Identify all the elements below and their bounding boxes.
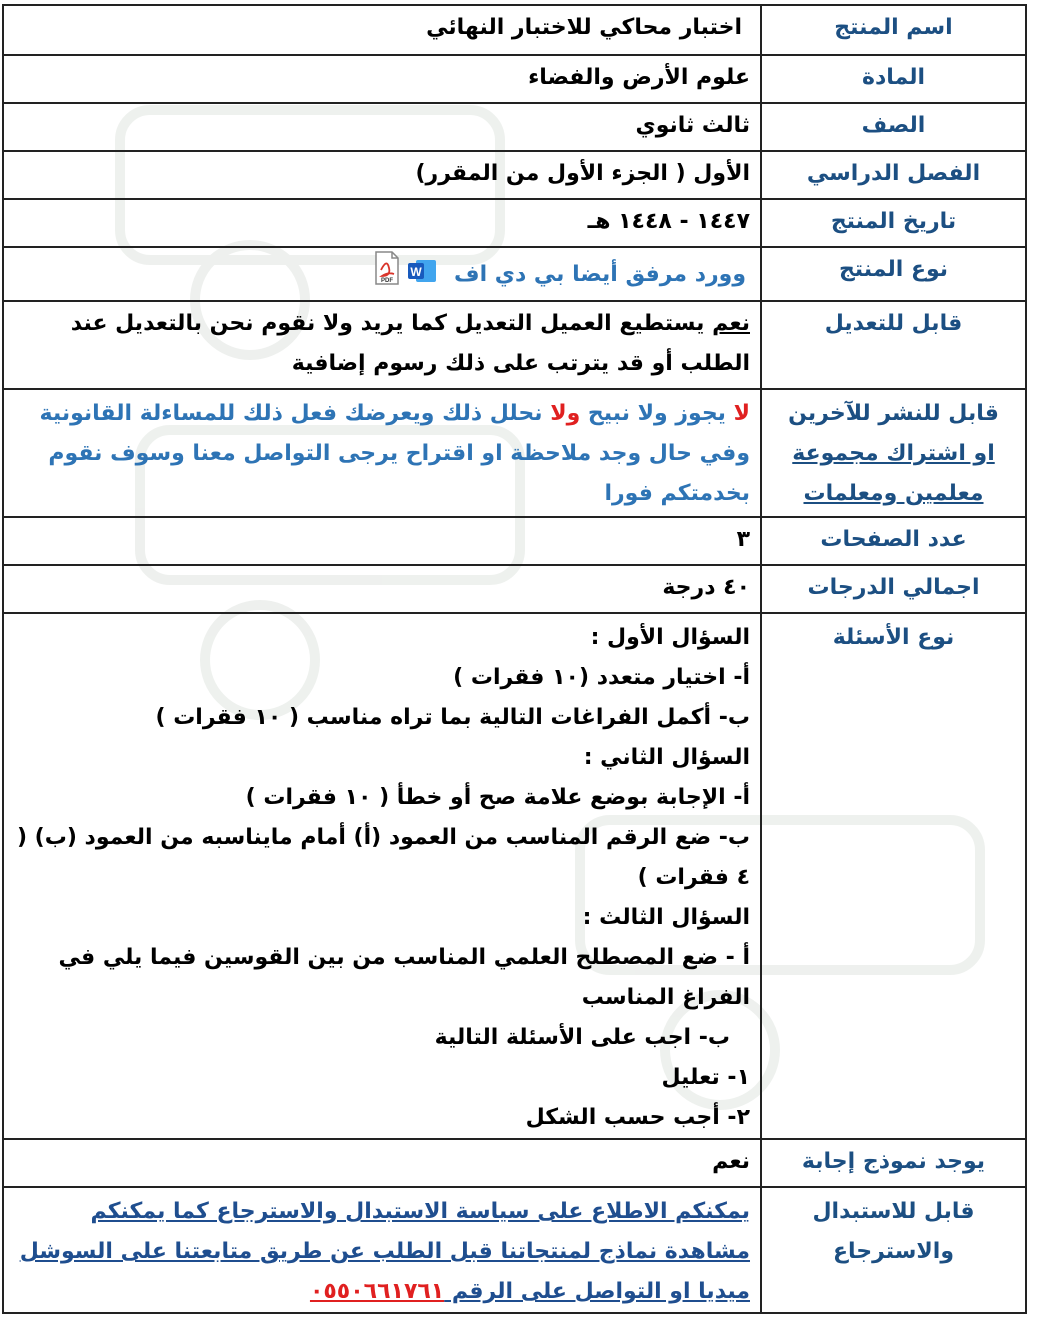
exchange-label-line2: والاسترجاع <box>832 1239 955 1264</box>
total-value: ٤٠ درجة <box>3 565 761 613</box>
question-line: السؤال الأول : <box>590 625 750 650</box>
word-icon <box>408 260 436 282</box>
row-publish <box>3 389 1026 517</box>
editable-value <box>3 301 761 389</box>
svg-text:PDF: PDF <box>381 278 394 284</box>
grade-value: ثالث ثانوي <box>3 103 761 151</box>
row-pages <box>3 517 1026 565</box>
question-line: أ- الإجابة بوضع علامة صح أو خطأ ( ١٠ فقرات ) <box>245 785 750 810</box>
svg-text:W: W <box>410 265 423 279</box>
row-total <box>3 565 1026 613</box>
pdf-icon <box>376 252 398 284</box>
publish-label <box>761 389 1026 517</box>
publish-blue-1: يجوز ولا نبيح <box>580 401 734 426</box>
row-subject <box>3 55 1026 103</box>
question-line: أ - ضع المصطلح العلمي المناسب من بين القوسين فيما يلي في الفراغ المناسب <box>58 945 750 1010</box>
question-line: ٢- أجب حسب الشكل <box>525 1105 750 1130</box>
question-line: السؤال الثالث : <box>582 905 750 930</box>
row-answer-model <box>3 1139 1026 1187</box>
row-semester <box>3 151 1026 199</box>
answer-model-value: نعم <box>3 1139 761 1187</box>
product-name-value: اختبار محاكي للاختبار النهائي <box>3 5 761 55</box>
file-type-icons <box>368 250 438 286</box>
exchange-value <box>3 1187 761 1313</box>
row-grade <box>3 103 1026 151</box>
editable-text: يستطيع العميل التعديل كما يريد ولا نقوم نحن بالتعديل عند الطلب أو قد يترتب على ذلك رسوم إضافية <box>70 311 750 376</box>
phone-number[interactable]: ٠٥٥٠٦٦١٧٦١ <box>309 1279 445 1304</box>
type-value: وورد مرفق أيضا بي دي اف <box>454 262 746 287</box>
pages-label: عدد الصفحات <box>761 517 1026 565</box>
question-line: أ- اختيار متعدد (١٠ فقرات ) <box>453 665 750 690</box>
type-value-cell <box>3 247 761 301</box>
row-type <box>3 247 1026 301</box>
product-name-label: اسم المنتج <box>761 5 1026 55</box>
publish-label-line2: او اشتراك مجموعة <box>792 441 995 466</box>
type-label: نوع المنتج <box>761 247 1026 301</box>
questions-list <box>3 613 761 1139</box>
question-line: السؤال الثاني : <box>583 745 750 770</box>
editable-yes: نعم <box>712 311 750 336</box>
question-line: ب- أكمل الفراغات التالية بما تراه مناسب ( ١٠ فقرات ) <box>155 705 750 730</box>
publish-red-2: ولا <box>550 401 581 426</box>
row-questions <box>3 613 1026 1139</box>
date-value: ١٤٤٧ - ١٤٤٨ هـ <box>3 199 761 247</box>
publish-blue-2: نحلل ذلك ويعرضك فعل ذلك للمساءلة القانونية وفي حال وجد ملاحظة او اقتراح يرجى التواصل معنا وسوف نقوم بخدمتكم فورا <box>39 401 750 506</box>
question-line: ١- تعليل <box>661 1065 750 1090</box>
publish-label-line1: قابل للنشر للآخرين <box>788 401 999 426</box>
publish-label-line3: معلمين ومعلمات <box>803 481 984 506</box>
grade-label: الصف <box>761 103 1026 151</box>
question-line: ب- اجب على الأسئلة التالية <box>434 1025 730 1050</box>
total-label: اجمالي الدرجات <box>761 565 1026 613</box>
row-editable <box>3 301 1026 389</box>
subject-value: علوم الأرض والفضاء <box>3 55 761 103</box>
row-product-name <box>3 5 1026 55</box>
exchange-label-line1: قابل للاستبدال <box>812 1199 975 1224</box>
row-date <box>3 199 1026 247</box>
question-line: ب- ضع الرقم المناسب من العمود (أ) أمام مايناسبه من العمود (ب) ( ٤ فقرات ) <box>16 825 750 890</box>
pages-value: ٣ <box>3 517 761 565</box>
date-label: تاريخ المنتج <box>761 199 1026 247</box>
row-exchange <box>3 1187 1026 1313</box>
semester-label: الفصل الدراسي <box>761 151 1026 199</box>
exchange-policy-link[interactable]: يمكنكم الاطلاع على سياسة الاستبدال والاسترجاع كما يمكنكم مشاهدة نماذج لمنتجاتنا قبل الطلب عن طريق متابعتنا على السوشل ميديا او التواصل على الرقم <box>19 1199 750 1304</box>
semester-value: الأول ( الجزء الأول من المقرر) <box>3 151 761 199</box>
subject-label: المادة <box>761 55 1026 103</box>
answer-model-label: يوجد نموذج إجابة <box>761 1139 1026 1187</box>
file-icons <box>368 250 438 300</box>
publish-value <box>3 389 761 517</box>
publish-red-1: لا <box>733 401 750 426</box>
exchange-label <box>761 1187 1026 1313</box>
questions-label: نوع الأسئلة <box>761 613 1026 1139</box>
editable-label: قابل للتعديل <box>761 301 1026 389</box>
